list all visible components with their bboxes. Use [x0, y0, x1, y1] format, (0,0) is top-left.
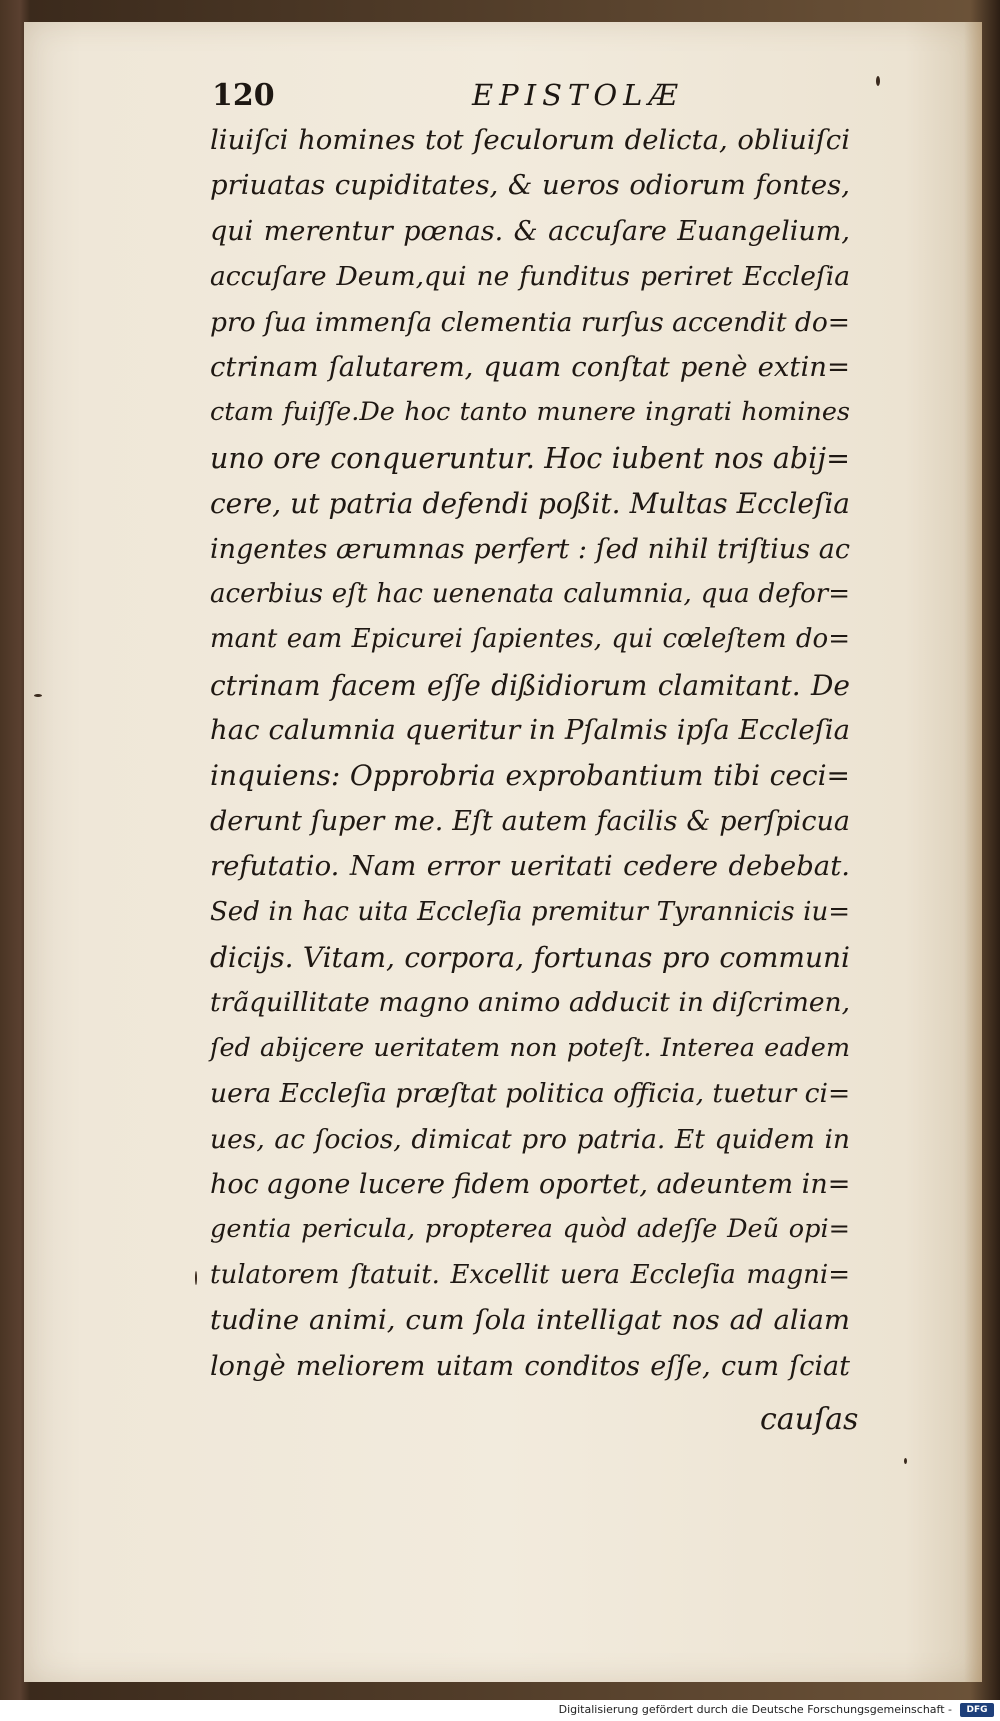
funding-credit: Digitalisierung gefördert durch die Deutsche Forschungsgemeinschaft -	[558, 1703, 952, 1716]
text-line: liuiſci homines tot ſeculorum delicta, obliuiſci	[210, 124, 850, 156]
text-line: ctrinam facem eſſe dißidiorum clamitant. De	[210, 668, 850, 702]
text-line: accuſare Deum,qui ne funditus periret Eccleſia	[210, 261, 850, 293]
page-number: 120	[212, 78, 275, 113]
ink-speck	[876, 76, 880, 86]
dfg-logo: DFG	[960, 1703, 994, 1717]
ink-speck	[34, 694, 42, 697]
text-line: qui merentur pœnas. & accuſare Euangelium,	[210, 215, 850, 247]
text-line: ingentes ærumnas perfert : ſed nihil triſtius ac	[210, 533, 850, 565]
text-line: ſed abijcere ueritatem non poteſt. Interea eadem	[210, 1032, 850, 1063]
running-head: EPISTOLÆ	[472, 78, 684, 112]
text-line: cere, ut patria defendi poßit. Multas Eccleſia	[210, 487, 850, 521]
digitization-footer	[0, 1700, 1000, 1721]
body-text	[210, 118, 850, 1389]
catchword: cauſas	[760, 1402, 859, 1437]
text-line: hoc agone lucere fidem oportet, adeuntem in=	[210, 1168, 851, 1200]
text-line: Sed in hac uita Eccleſia premitur Tyrannicis iu=	[210, 896, 850, 927]
ink-speck	[904, 1458, 907, 1464]
text-line: mant eam Epicurei ſapientes, qui cœleſtem do=	[210, 624, 850, 655]
page-edge-shadow	[964, 22, 982, 1682]
text-line: hac calumnia queritur in Pſalmis ipſa Eccleſia	[210, 714, 850, 747]
text-line: ctam fuiſſe.De hoc tanto munere ingrati homines	[210, 397, 850, 428]
text-line: ues, ac ſocios, dimicat pro patria. Et quidem in	[210, 1123, 850, 1155]
ink-speck	[195, 1271, 197, 1285]
text-line: uno ore conqueruntur. Hoc iubent nos abij=	[210, 441, 850, 475]
text-line: uera Eccleſia præſtat politica officia, tuetur ci=	[210, 1078, 851, 1110]
text-line: dicijs. Vitam, corpora, fortunas pro communi	[210, 941, 850, 975]
text-line: acerbius eſt hac uenenata calumnia, qua defor=	[210, 578, 850, 609]
text-line: ctrinam ſalutarem, quam conſtat penè extin=	[210, 350, 850, 383]
text-line: derunt ſuper me. Eſt autem facilis & perſpicua	[210, 805, 850, 837]
page-header	[212, 72, 732, 122]
text-line: gentia pericula, propterea quòd adeſſe Deũ opi=	[210, 1214, 850, 1245]
text-line: pro ſua immenſa clementia rurſus accendit do=	[210, 306, 851, 338]
text-line: longè meliorem uitam conditos eſſe, cum ſciat	[210, 1350, 850, 1382]
text-line: priuatas cupiditates, & ueros odiorum fontes,	[210, 169, 850, 202]
text-line: trãquillitate magno animo adducit in diſcrimen,	[210, 987, 850, 1019]
text-line: tudine animi, cum ſola intelligat nos ad aliam	[210, 1304, 850, 1337]
text-line: refutatio. Nam error ueritati cedere debebat.	[210, 850, 850, 883]
text-line: tulatorem ſtatuit. Excellit uera Eccleſia magni=	[210, 1259, 850, 1290]
text-line: inquiens: Opprobria exprobantium tibi ceci=	[210, 759, 850, 793]
